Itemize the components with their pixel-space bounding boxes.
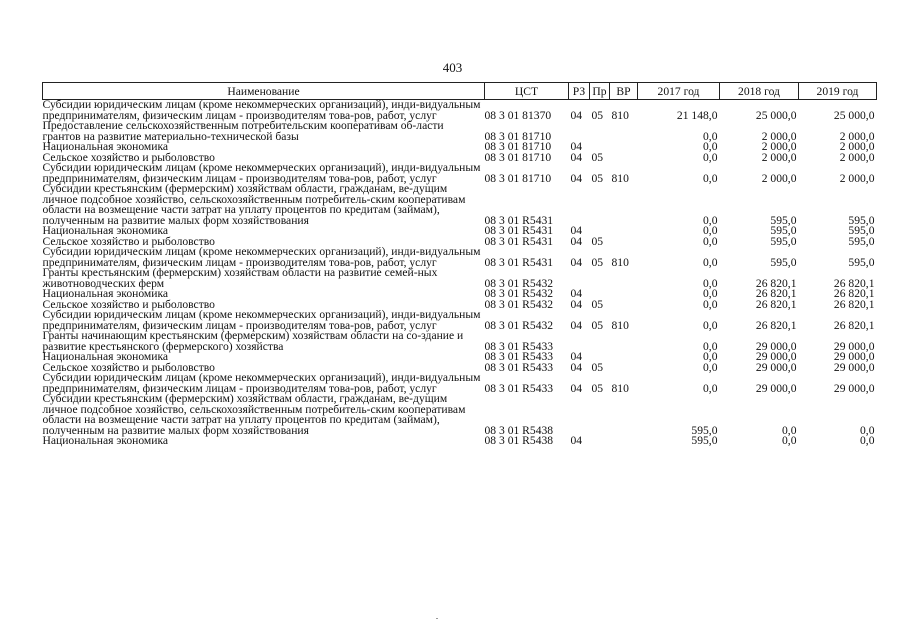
row-2019-cell: 595,0 (848, 224, 875, 237)
col-header-cst: ЦСТ (485, 83, 569, 100)
row-2017-cell: 0,0 (703, 129, 718, 143)
row-name-cell: Национальная экономика (42, 287, 169, 300)
row-2018-cell: 26 820,1 (755, 297, 797, 311)
row-cst-cell: 08 3 01 R5431 (484, 224, 554, 237)
col-header-name: Наименование (43, 83, 485, 100)
row-pr-cell: 05 (591, 297, 604, 311)
row-2019-cell: 0,0 (860, 434, 875, 447)
row-2018-cell: 26 820,1 (755, 287, 797, 300)
row-cst-cell: 08 3 01 R5431 (484, 255, 554, 269)
row-vr-cell: 810 (611, 318, 629, 332)
row-rz-cell: 04 (570, 108, 583, 122)
table-row (43, 310, 877, 331)
row-2017-cell: 0,0 (703, 318, 718, 332)
row-vr-cell (610, 289, 638, 300)
row-vr-cell (610, 237, 638, 248)
row-name-cell: Субсидии крестьянским (фермерским) хозяйствам области, гражданам, ве-дущим личное подсобное хозяйство, сельскохозяйственным потребитель-ским кооперативам области на возмещение части затрат на уплату процентов по кредитам (займам), полученным на развитие малых форм хозяйствования (42, 182, 466, 227)
table-row (43, 373, 877, 394)
row-name-cell: Национальная экономика (42, 140, 169, 153)
col-header-vr: ВР (610, 83, 638, 100)
row-rz-cell: 04 (570, 297, 583, 311)
col-header-2018: 2018 год (720, 83, 799, 100)
row-pr-cell: 05 (591, 360, 604, 374)
row-2019-cell: 2 000,0 (839, 150, 875, 164)
row-pr-cell (590, 184, 610, 226)
row-name-cell: Национальная экономика (42, 434, 169, 447)
row-cst-cell: 08 3 01 R5438 (484, 434, 554, 447)
row-2019-cell: 26 820,1 (833, 287, 875, 300)
row-rz-cell: 04 (570, 234, 583, 248)
col-header-rz: РЗ (569, 83, 590, 100)
row-rz-cell: 04 (570, 381, 583, 395)
table-body (43, 100, 877, 447)
row-2017-cell: 0,0 (703, 350, 718, 363)
row-pr-cell (590, 331, 610, 352)
row-rz-cell: 04 (570, 360, 583, 374)
row-2019-cell: 0,0 (860, 423, 875, 437)
row-rz-cell: 04 (570, 255, 583, 269)
row-cst-cell: 08 3 01 81710 (484, 129, 552, 143)
row-2017-cell: 0,0 (703, 339, 718, 353)
table-row (43, 394, 877, 436)
row-cst-cell: 08 3 01 R5431 (484, 234, 554, 248)
col-header-pr: Пр (590, 83, 610, 100)
row-cst-cell: 08 3 01 81710 (484, 150, 552, 164)
row-vr-cell (610, 436, 638, 447)
table-row (43, 436, 877, 447)
row-rz-cell: 04 (570, 171, 583, 185)
row-vr-cell: 810 (611, 381, 629, 395)
row-2017-cell: 0,0 (703, 150, 718, 164)
row-vr-cell: 810 (611, 255, 629, 269)
row-2019-cell: 2 000,0 (839, 140, 875, 153)
row-name-cell: Предоставление сельскохозяйственным потребительским кооперативам об-ласти грантов на развитие материально-технической базы (42, 119, 444, 143)
table-row (43, 121, 877, 142)
row-rz-cell: 04 (570, 140, 583, 153)
row-2018-cell: 0,0 (782, 434, 797, 447)
row-vr-cell (610, 352, 638, 363)
row-2017-cell: 0,0 (703, 171, 718, 185)
row-rz-cell (569, 121, 590, 142)
row-2018-cell: 2 000,0 (761, 140, 797, 153)
row-rz-cell: 04 (570, 150, 583, 164)
row-2019-cell: 595,0 (848, 255, 875, 269)
row-pr-cell: 05 (591, 108, 604, 122)
row-rz-cell: 04 (570, 318, 583, 332)
row-name-cell: Субсидии юридическим лицам (кроме некоммерческих организаций), инди-видуальным предпринимателям, физическим лицам - производителям това-ров, работ, услуг (42, 308, 481, 332)
row-2018-cell: 25 000,0 (755, 108, 797, 122)
row-rz-cell: 04 (570, 434, 583, 447)
row-pr-cell (590, 121, 610, 142)
row-pr-cell: 05 (591, 381, 604, 395)
row-2018-cell: 595,0 (770, 224, 797, 237)
page-number: 403 (442, 60, 463, 75)
row-name-cell: Сельское хозяйство и рыболовство (42, 234, 215, 248)
row-2019-cell: 25 000,0 (833, 108, 875, 122)
row-vr-cell (610, 268, 638, 289)
row-vr-cell (610, 226, 638, 237)
row-2019-cell: 595,0 (848, 213, 875, 227)
row-name-cell: Гранты начинающим крестьянским (фермерским) хозяйствам области на со-здание и развитие крестьянского (фермерского) хозяйства (42, 329, 464, 353)
row-vr-cell: 810 (611, 108, 629, 122)
row-2019-cell: 29 000,0 (833, 350, 875, 363)
scan-speck (436, 618, 438, 619)
row-name-cell: Национальная экономика (42, 350, 169, 363)
row-rz-cell (569, 394, 590, 436)
row-pr-cell (590, 436, 610, 447)
row-cst-cell: 08 3 01 R5432 (484, 287, 554, 300)
row-2018-cell: 595,0 (770, 213, 797, 227)
row-2018-cell: 29 000,0 (755, 339, 797, 353)
table-header (43, 83, 877, 100)
row-2017-cell: 0,0 (703, 381, 718, 395)
row-vr-cell (610, 121, 638, 142)
row-vr-cell (610, 394, 638, 436)
row-pr-cell (590, 268, 610, 289)
row-pr-cell (590, 394, 610, 436)
row-2018-cell: 595,0 (770, 234, 797, 248)
budget-table (42, 82, 877, 447)
row-name-cell: Субсидии юридическим лицам (кроме некоммерческих организаций), инди-видуальным предпринимателям, физическим лицам - производителям това-ров, работ, услуг (42, 371, 481, 395)
row-2018-cell: 26 820,1 (755, 318, 797, 332)
row-2018-cell: 595,0 (770, 255, 797, 269)
row-cst-cell: 08 3 01 R5432 (484, 276, 554, 290)
row-2017-cell: 595,0 (691, 423, 718, 437)
row-cst-cell: 08 3 01 R5431 (484, 213, 554, 227)
row-rz-cell (569, 184, 590, 226)
row-rz-cell (569, 268, 590, 289)
row-name-cell: Субсидии юридическим лицам (кроме некоммерческих организаций), инди-видуальным предпринимателям, физическим лицам - производителям това-ров, работ, услуг (42, 98, 481, 122)
row-cst-cell: 08 3 01 R5433 (484, 360, 554, 374)
row-2018-cell: 26 820,1 (755, 276, 797, 290)
row-pr-cell: 05 (591, 255, 604, 269)
row-pr-cell: 05 (591, 318, 604, 332)
row-name-cell: Сельское хозяйство и рыболовство (42, 360, 215, 374)
table-row (43, 268, 877, 289)
row-cst-cell: 08 3 01 81370 (484, 108, 552, 122)
row-vr-cell (610, 363, 638, 374)
row-vr-cell (610, 184, 638, 226)
row-2019-cell: 29 000,0 (833, 381, 875, 395)
row-vr-cell: 810 (611, 171, 629, 185)
row-name-cell: Сельское хозяйство и рыболовство (42, 150, 215, 164)
table-row (43, 184, 877, 226)
row-vr-cell (610, 153, 638, 164)
row-2018-cell: 2 000,0 (761, 150, 797, 164)
row-2017-cell: 0,0 (703, 360, 718, 374)
row-cst-cell: 08 3 01 R5433 (484, 350, 554, 363)
row-2017-cell: 0,0 (703, 234, 718, 248)
row-2018-cell: 29 000,0 (755, 360, 797, 374)
row-cst-cell: 08 3 01 81710 (484, 171, 552, 185)
row-2019-cell: 2 000,0 (839, 171, 875, 185)
row-name-cell: Национальная экономика (42, 224, 169, 237)
row-2018-cell: 29 000,0 (755, 381, 797, 395)
row-cst-cell: 08 3 01 R5433 (484, 381, 554, 395)
row-2018-cell: 2 000,0 (761, 171, 797, 185)
row-2017-cell: 595,0 (691, 434, 718, 447)
table-row (43, 163, 877, 184)
row-2019-cell: 26 820,1 (833, 297, 875, 311)
row-name-cell: Сельское хозяйство и рыболовство (42, 297, 215, 311)
row-2019-cell: 29 000,0 (833, 360, 875, 374)
table-row (43, 100, 877, 122)
col-header-2017: 2017 год (638, 83, 720, 100)
row-2018-cell: 2 000,0 (761, 129, 797, 143)
row-cst-cell: 08 3 01 R5433 (484, 339, 554, 353)
row-2017-cell: 0,0 (703, 140, 718, 153)
row-pr-cell: 05 (591, 171, 604, 185)
table-row (43, 331, 877, 352)
row-cst-cell: 08 3 01 R5438 (484, 423, 554, 437)
row-name-cell: Субсидии крестьянским (фермерским) хозяйствам области, гражданам, ве-дущим личное подсобное хозяйство, сельскохозяйственным потребитель-ским кооперативам области на возмещение части затрат на уплату процентов по кредитам (займам), полученным на развитие малых форм хозяйствования (42, 392, 466, 437)
row-2017-cell: 0,0 (703, 213, 718, 227)
row-2018-cell: 0,0 (782, 423, 797, 437)
row-rz-cell: 04 (570, 224, 583, 237)
row-name-cell: Субсидии юридическим лицам (кроме некоммерческих организаций), инди-видуальным предпринимателям, физическим лицам - производителям това-ров, работ, услуг (42, 161, 481, 185)
row-pr-cell: 05 (591, 150, 604, 164)
table-row (43, 247, 877, 268)
row-rz-cell: 04 (570, 287, 583, 300)
row-2019-cell: 2 000,0 (839, 129, 875, 143)
row-2017-cell: 0,0 (703, 297, 718, 311)
row-2017-cell: 21 148,0 (676, 108, 718, 122)
row-2017-cell: 0,0 (703, 287, 718, 300)
row-2017-cell: 0,0 (703, 224, 718, 237)
row-2019-cell: 26 820,1 (833, 318, 875, 332)
row-pr-cell: 05 (591, 234, 604, 248)
row-2017-cell: 0,0 (703, 276, 718, 290)
row-cst-cell: 08 3 01 R5432 (484, 297, 554, 311)
row-vr-cell (610, 142, 638, 153)
row-cst-cell: 08 3 01 81710 (484, 140, 552, 153)
row-2019-cell: 26 820,1 (833, 276, 875, 290)
row-2017-cell: 0,0 (703, 255, 718, 269)
col-header-2019: 2019 год (799, 83, 877, 100)
header-row (43, 83, 877, 100)
row-rz-cell (569, 331, 590, 352)
row-2019-cell: 595,0 (848, 234, 875, 248)
row-vr-cell (610, 300, 638, 311)
row-rz-cell: 04 (570, 350, 583, 363)
row-vr-cell (610, 331, 638, 352)
row-2018-cell: 29 000,0 (755, 350, 797, 363)
row-cst-cell: 08 3 01 R5432 (484, 318, 554, 332)
row-name-cell: Гранты крестьянским (фермерским) хозяйствам области на развитие семей-ных животноводческих ферм (42, 266, 438, 290)
row-2019-cell: 29 000,0 (833, 339, 875, 353)
row-name-cell: Субсидии юридическим лицам (кроме некоммерческих организаций), инди-видуальным предпринимателям, физическим лицам - производителям това-ров, работ, услуг (42, 245, 481, 269)
